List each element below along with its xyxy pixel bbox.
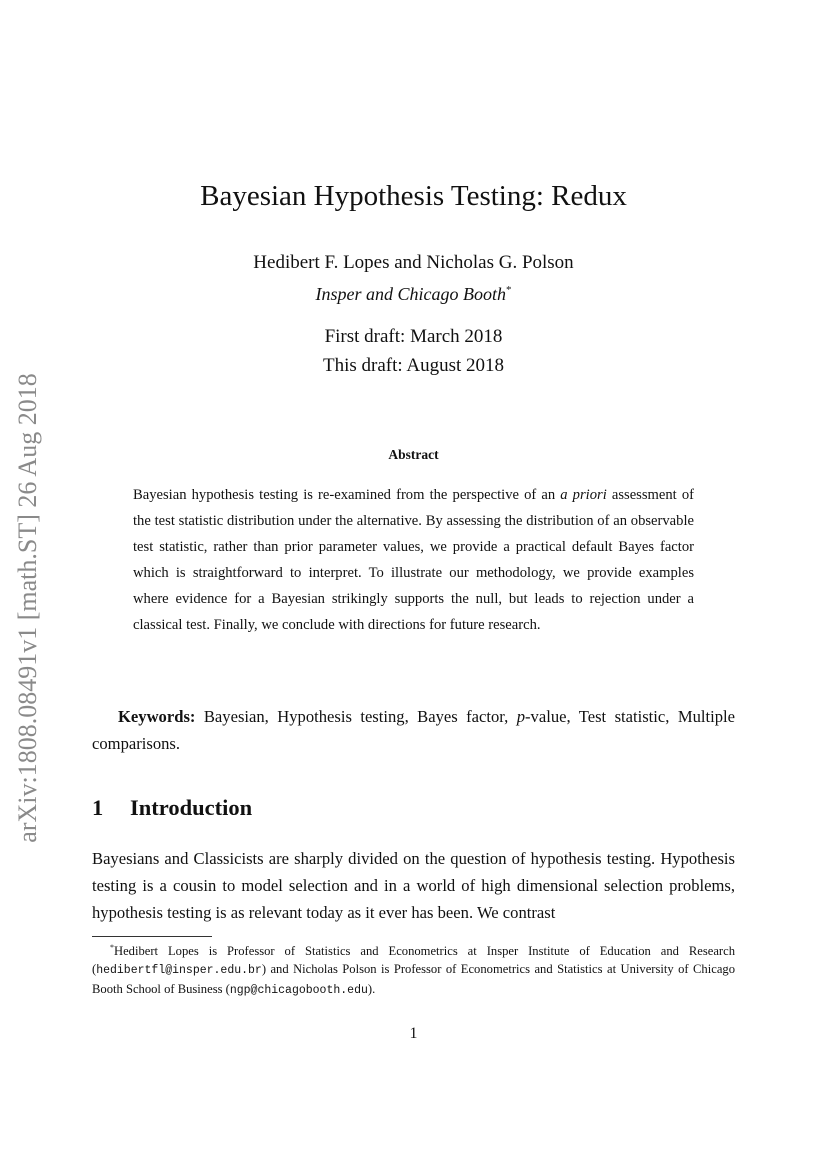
abstract-italic: a priori bbox=[560, 487, 607, 503]
footnote-mark: * bbox=[506, 284, 512, 296]
abstract-heading: Abstract bbox=[388, 447, 439, 462]
affiliation bbox=[0, 284, 827, 305]
abstract-body bbox=[133, 482, 694, 638]
section-number: 1 bbox=[92, 795, 104, 820]
affiliation-text: Insper and Chicago Booth bbox=[315, 284, 506, 304]
footnote-text: ). bbox=[367, 982, 376, 997]
keywords-label: Keywords: bbox=[118, 707, 196, 726]
this-draft-date: This draft: August 2018 bbox=[322, 355, 505, 376]
footnote-mark: * bbox=[110, 943, 114, 952]
email-lopes: hedibertfl@insper.edu.br bbox=[96, 964, 262, 978]
footnote-text: Hedibert Lopes is Professor of Statistics and Econometrics at Insper Institute of Education and Research ( bbox=[92, 944, 735, 977]
section-title: Introduction bbox=[130, 795, 253, 820]
intro-paragraph: Bayesians and Classicists are sharply divided on the question of hypothesis testing. Hypothesis testing is a cousin to model selection and in a world of high dimensional selection problems, hypothesis testing is as relevant today as it ever has been. We contrast bbox=[92, 849, 735, 922]
keywords bbox=[92, 703, 735, 757]
footnote-text: ) and Nicholas Polson is Professor of Econometrics and Statistics at University of Chicago Booth School of Business ( bbox=[92, 962, 735, 997]
keywords-text-cont: -value, Test statistic, Multiple comparisons. bbox=[92, 707, 735, 753]
abstract-text-cont: assessment of the test statistic distribution under the alternative. By assessing the distribution of an observable test statistic, rather than prior parameter values, we provide a practical default Bayes factor which is straightforward to interpret. To illustrate our methodology, we provide examples where evidence for a Bayesian strikingly supports the null, but leads to rejection under a classical test. Finally, we conclude with directions for future research. bbox=[133, 487, 694, 633]
abstract-text: Bayesian hypothesis testing is re-examined from the perspective of an bbox=[133, 487, 561, 503]
page-number: 1 bbox=[409, 1025, 418, 1042]
section-heading bbox=[92, 795, 252, 821]
authors: Hedibert F. Lopes and Nicholas G. Polson bbox=[253, 252, 574, 273]
email-polson: ngp@chicagobooth.edu bbox=[229, 984, 368, 998]
footnote bbox=[92, 936, 735, 1000]
first-draft-date: First draft: March 2018 bbox=[324, 326, 503, 347]
arxiv-stamp: arXiv:1808.08491v1 [math.ST] 26 Aug 2018 bbox=[13, 373, 42, 843]
keywords-italic: p bbox=[516, 707, 526, 726]
keywords-text: Bayesian, Hypothesis testing, Bayes factor, bbox=[195, 707, 517, 726]
paper-title: Bayesian Hypothesis Testing: Redux bbox=[200, 180, 627, 212]
